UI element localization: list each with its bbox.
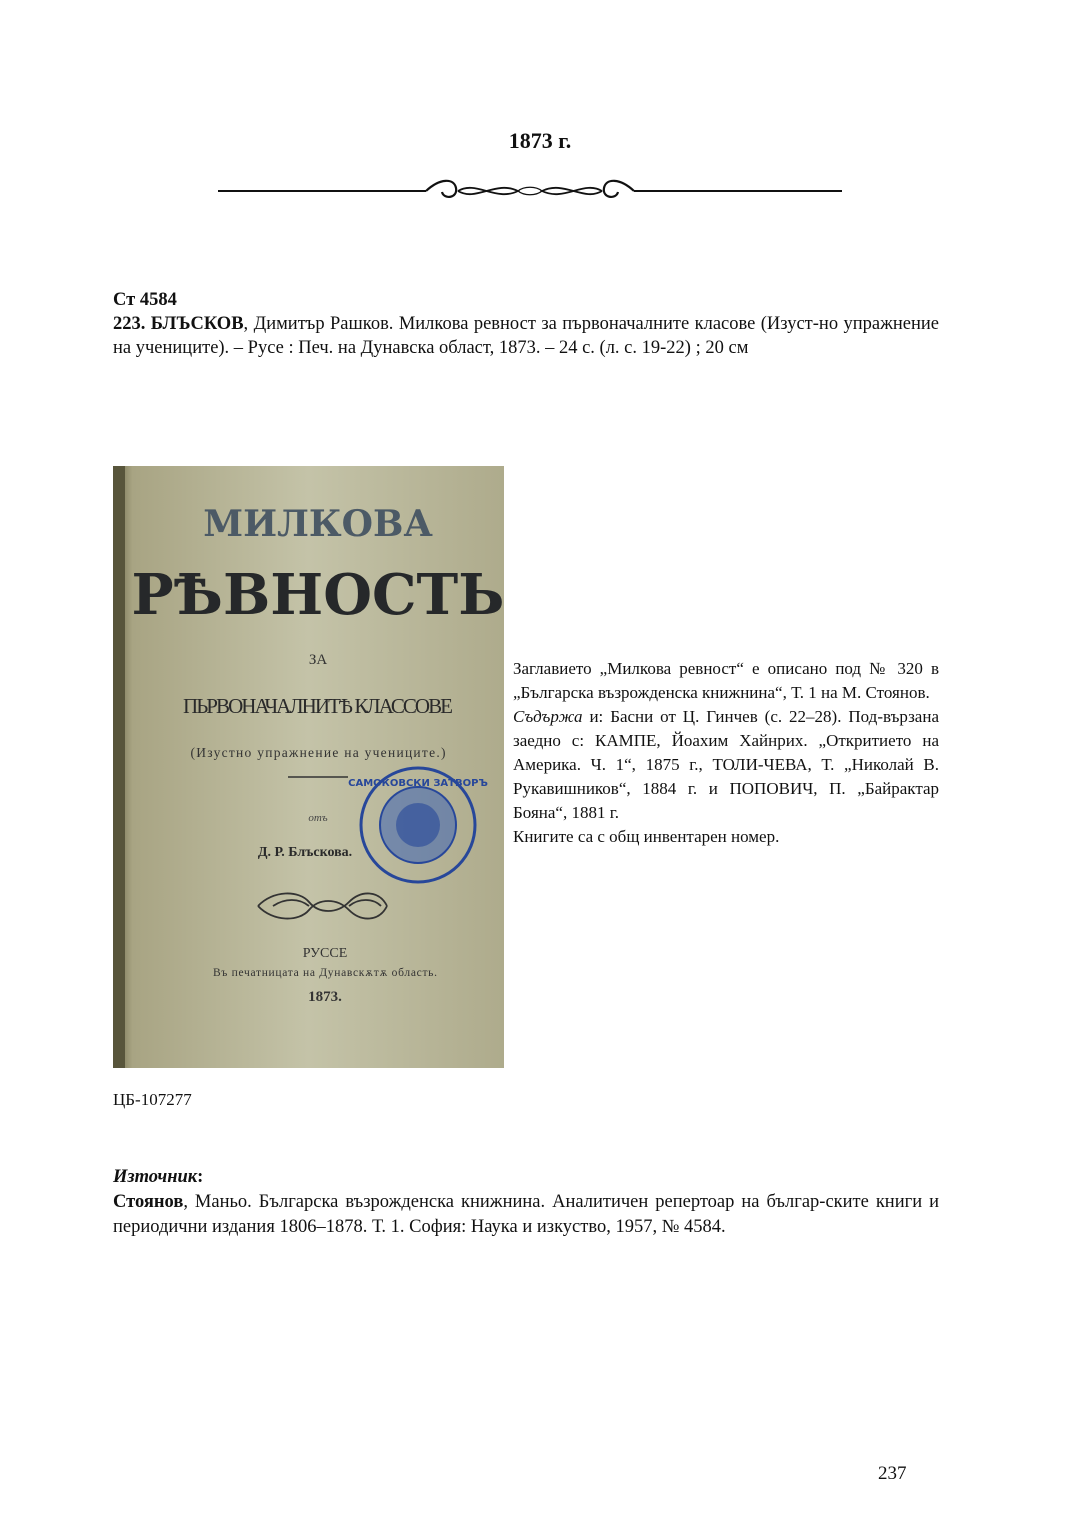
- inventory-number: ЦБ-107277: [113, 1090, 192, 1109]
- source-text: , Маньо. Българска възрожденска книжнина. Аналитичен репертоар на българ-ските книги и периодични издания 1806–1878. Т. 1. София: Наука и изкуство, 1957, № 4584.: [113, 1192, 939, 1237]
- photo-subtitle2: (Изустно упражнение на учениците.): [190, 745, 446, 760]
- page-title: 1873 г.: [508, 128, 572, 153]
- photo-subtitle: ПЬРВОНАЧАЛНИТѢ КЛАССОВЕ: [183, 694, 453, 718]
- note-contains-text: и: Басни от Ц. Гинчев (с. 22–28). Под-вързана заедно с: КАМПЕ, Йоахим Хайнрих. „Откритието на Америка. Ч. 1“, 1875 г., ТОЛИ-ЧЕВА, Т. „Николай В. Рукавишников“, 1884 г. и ПОПОВИЧ, П. „Байрактар Бояна“, 1881 г.: [513, 707, 939, 822]
- entry-text: , Димитър Рашков. Милкова ревност за първоначалните класове (Изуст-но упражнение на учениците). – Русе : Печ. на Дунавска област, 1873. – 24 с. (л. с. 19-22) ; 20 см: [113, 314, 939, 358]
- source-label: Източник: [113, 1167, 198, 1187]
- divider-ornament: [218, 174, 842, 208]
- photo-ot: отъ: [308, 812, 328, 824]
- photo-title-line1: МИЛКОВА: [203, 503, 433, 545]
- annotation-note: [513, 657, 939, 849]
- entry-code: Ст 4584: [113, 290, 177, 310]
- note-contains-label: Съдържа: [513, 707, 583, 726]
- photo-title-line2: РѢВНОСТЬ: [131, 562, 504, 628]
- entry-number-author: 223. БЛЪСКОВ: [113, 314, 244, 334]
- photo-author: Д. Р. Блъскова.: [257, 845, 353, 860]
- bibliographic-entry: [113, 288, 939, 360]
- title-page-photo: [113, 466, 504, 1068]
- page-number: 237: [878, 1463, 907, 1484]
- note-line1: Заглавието „Милкова ревност“ е описано под № 320 в „Българска възрожденска книжнина“, Т. 1 на М. Стоянов.: [513, 659, 939, 702]
- photo-city: РУССЕ: [302, 946, 348, 961]
- photo-press: Въ печатницата на Дунавскѫтѫ область.: [213, 967, 437, 979]
- photo-year: 1873.: [308, 989, 342, 1005]
- stamp-text: САМОКОВСКИ ЗАТВОРЪ: [348, 778, 488, 789]
- source-author: Стоянов: [113, 1192, 184, 1212]
- note-line-last: Книгите са с общ инвентарен номер.: [513, 827, 780, 846]
- source-colon: :: [197, 1167, 204, 1187]
- source-section: [113, 1165, 939, 1240]
- photo-za: ЗА: [308, 652, 328, 668]
